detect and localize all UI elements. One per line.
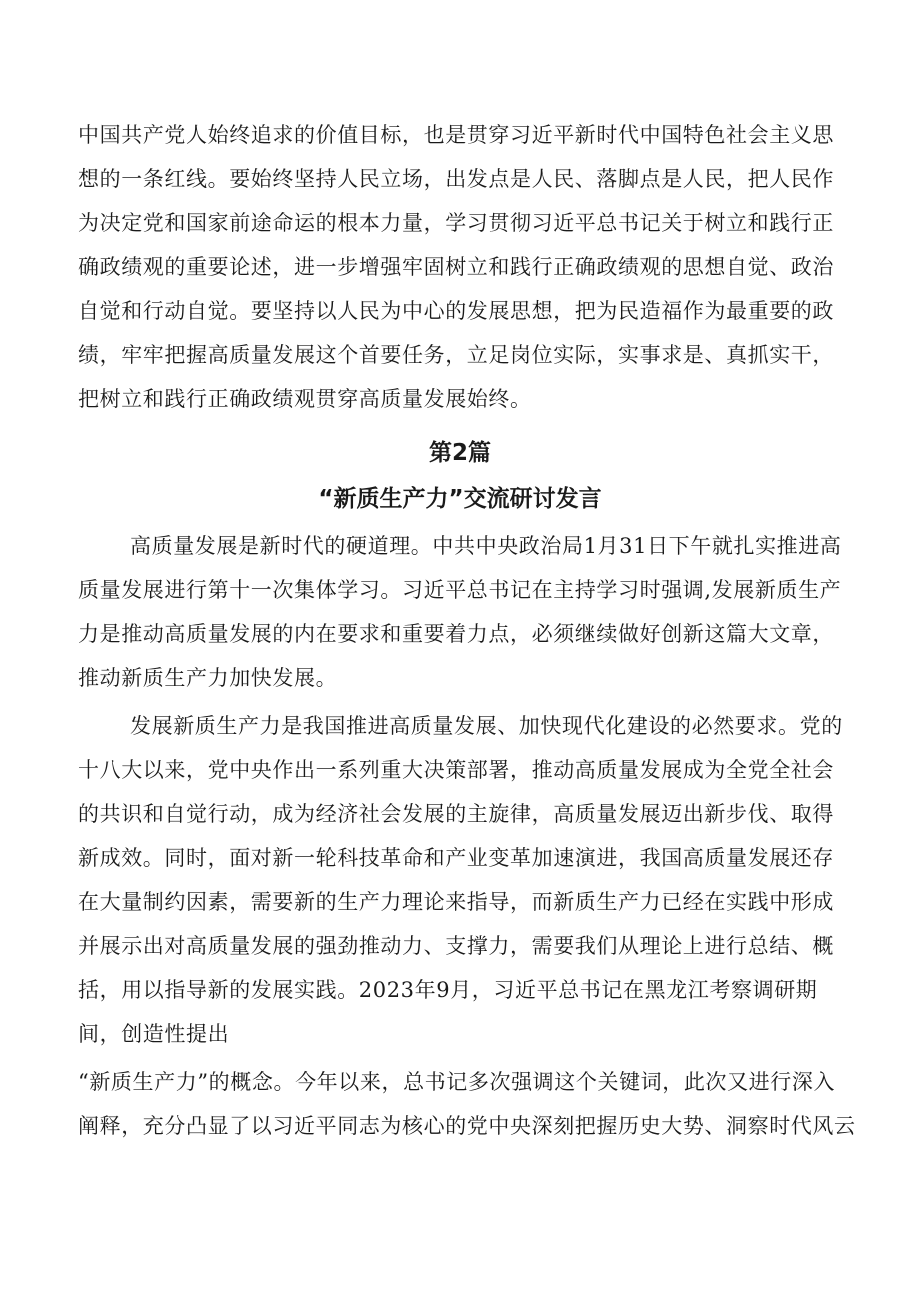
text-line: 质量发展进行第十一次集体学习。习近平总书记在主持学习时强调,发展新质生产 [78, 578, 842, 602]
text-line: 在大量制约因素，需要新的生产力理论来指导，而新质生产力已经在实践中形成 [78, 890, 834, 914]
text-line: 新成效。同时，面对新一轮科技革命和产业变革加速演进，我国高质量发展还存 [78, 846, 834, 870]
text-line: 阐释，充分凸显了以习近平同志为核心的党中央深刻把握历史大势、洞察时代风云 [78, 1114, 856, 1138]
text-line: 高质量发展是新时代的硬道理。中共中央政治局1月31日下午就扎实推进高 [130, 534, 842, 558]
text-line: 括，用以指导新的发展实践。2023年9月，习近平总书记在黑龙江考察调研期 [78, 978, 818, 1002]
text-line: 并展示出对高质量发展的强劲推动力、支撑力，需要我们从理论上进行总结、概 [78, 934, 834, 958]
text-line: 为决定党和国家前途命运的根本力量，学习贯彻习近平总书记关于树立和践行正 [78, 211, 834, 235]
article-number: 第2篇 [428, 440, 491, 466]
text-line: 自觉和行动自觉。要坚持以人民为中心的发展思想，把为民造福作为最重要的政 [78, 299, 834, 323]
text-line: 推动新质生产力加快发展。 [78, 666, 338, 690]
text-line: 间，创造性提出 [78, 1022, 230, 1046]
text-line: 想的一条红线。要始终坚持人民立场，出发点是人民、落脚点是人民，把人民作 [78, 167, 834, 191]
article-title: “新质生产力”交流研讨发言 [318, 486, 602, 512]
text-line: 十八大以来，党中央作出一系列重大决策部署，推动高质量发展成为全党全社会 [78, 758, 834, 782]
text-line: “新质生产力”的概念。今年以来，总书记多次强调这个关键词，此次又进行深入 [78, 1070, 836, 1094]
text-line: 绩，牢牢把握高质量发展这个首要任务，立足岗位实际，实事求是、真抓实干， [78, 343, 834, 367]
text-line: 发展新质生产力是我国推进高质量发展、加快现代化建设的必然要求。党的 [130, 714, 843, 738]
text-line: 确政绩观的重要论述，进一步增强牢固树立和践行正确政绩观的思想自觉、政治 [78, 255, 834, 279]
text-line: 的共识和自觉行动，成为经济社会发展的主旋律，高质量发展迈出新步伐、取得 [78, 802, 834, 826]
text-line: 力是推动高质量发展的内在要求和重要着力点，必须继续做好创新这篇大文章， [78, 622, 834, 646]
text-line: 中国共产党人始终追求的价值目标，也是贯穿习近平新时代中国特色社会主义思 [78, 123, 834, 147]
text-line: 把树立和践行正确政绩观贯穿高质量发展始终。 [78, 387, 532, 411]
